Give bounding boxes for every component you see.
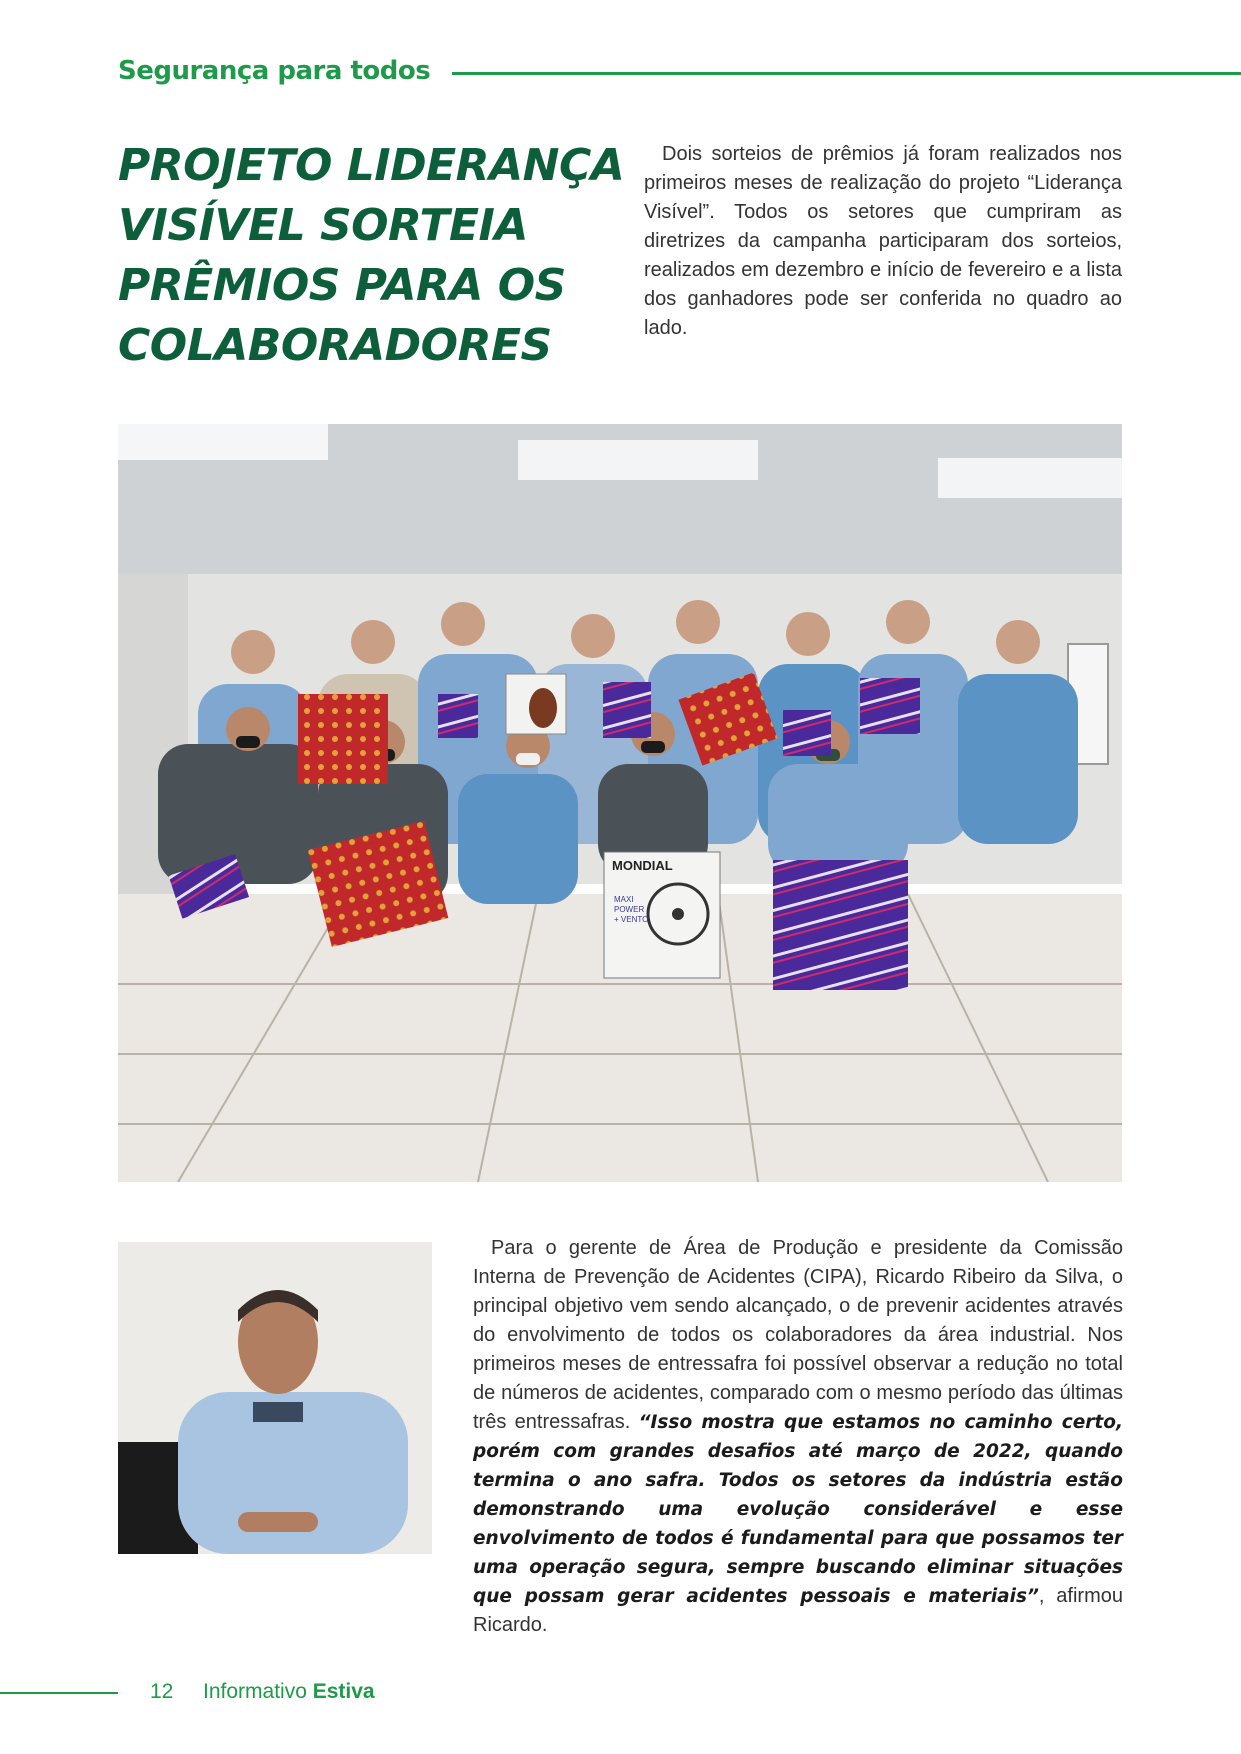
group-photo bbox=[118, 424, 1122, 1182]
section-divider bbox=[452, 72, 1241, 75]
footer-divider bbox=[0, 1692, 118, 1694]
body-paragraph bbox=[473, 1234, 1123, 1640]
headline-line: PROJETO LIDERANÇA bbox=[118, 140, 625, 191]
publication-name bbox=[203, 1680, 375, 1704]
publication-brand: Estiva bbox=[312, 1680, 375, 1703]
article-headline bbox=[118, 136, 625, 376]
fan-box-line: MAXI bbox=[614, 895, 634, 904]
portrait-image bbox=[118, 1242, 432, 1554]
page-number: 12 bbox=[150, 1680, 174, 1703]
body-text-plain: Para o gerente de Área de Produção e presidente da Comissão Interna de Prevenção de Acidentes (CIPA), Ricardo Ribeiro da Silva, o principal objetivo vem sendo alcançado, o de prevenir acidentes através do envolvimento de todos os colaboradores da área industrial. Nos primeiros meses de entressafra foi possível observar a redução no total de números de acidentes, comparado com o mesmo período das últimas três entressafras. bbox=[473, 1237, 1123, 1433]
quote-attribution: , afirmou Ricardo. bbox=[473, 1585, 1123, 1636]
publication-label: Informativo bbox=[203, 1680, 307, 1703]
section-label: Segurança para todos bbox=[118, 56, 431, 86]
fan-box-line: POWER bbox=[614, 905, 645, 914]
fan-box-line: + VENTO bbox=[614, 915, 649, 924]
headline-line: COLABORADORES bbox=[118, 320, 552, 371]
group-photo-image bbox=[118, 424, 1122, 1182]
fan-box-brand: MONDIAL bbox=[612, 858, 673, 873]
headline-line: PRÊMIOS PARA OS bbox=[118, 260, 566, 311]
portrait-photo bbox=[118, 1242, 432, 1554]
headline-line: VISÍVEL SORTEIA bbox=[118, 200, 528, 251]
intro-paragraph: Dois sorteios de prêmios já foram realizados nos primeiros meses de realização do projeto “Liderança Visível”. Todos os setores que cumpriram as diretrizes da campanha participaram dos sorteios, realizados em dezembro e início de fevereiro e a lista dos ganhadores pode ser conferida no quadro ao lado. bbox=[644, 143, 1122, 339]
quote-text: “Isso mostra que estamos no caminho certo, porém com grandes desafios até março de 2022, quando termina o ano safra. Todos os setores da indústria estão demonstrando uma evolução considerável e esse envolvimento de todos é fundamental para que possamos ter uma operação segura, sempre buscando eliminar situações que possam gerar acidentes pessoais e materiais” bbox=[473, 1412, 1123, 1607]
